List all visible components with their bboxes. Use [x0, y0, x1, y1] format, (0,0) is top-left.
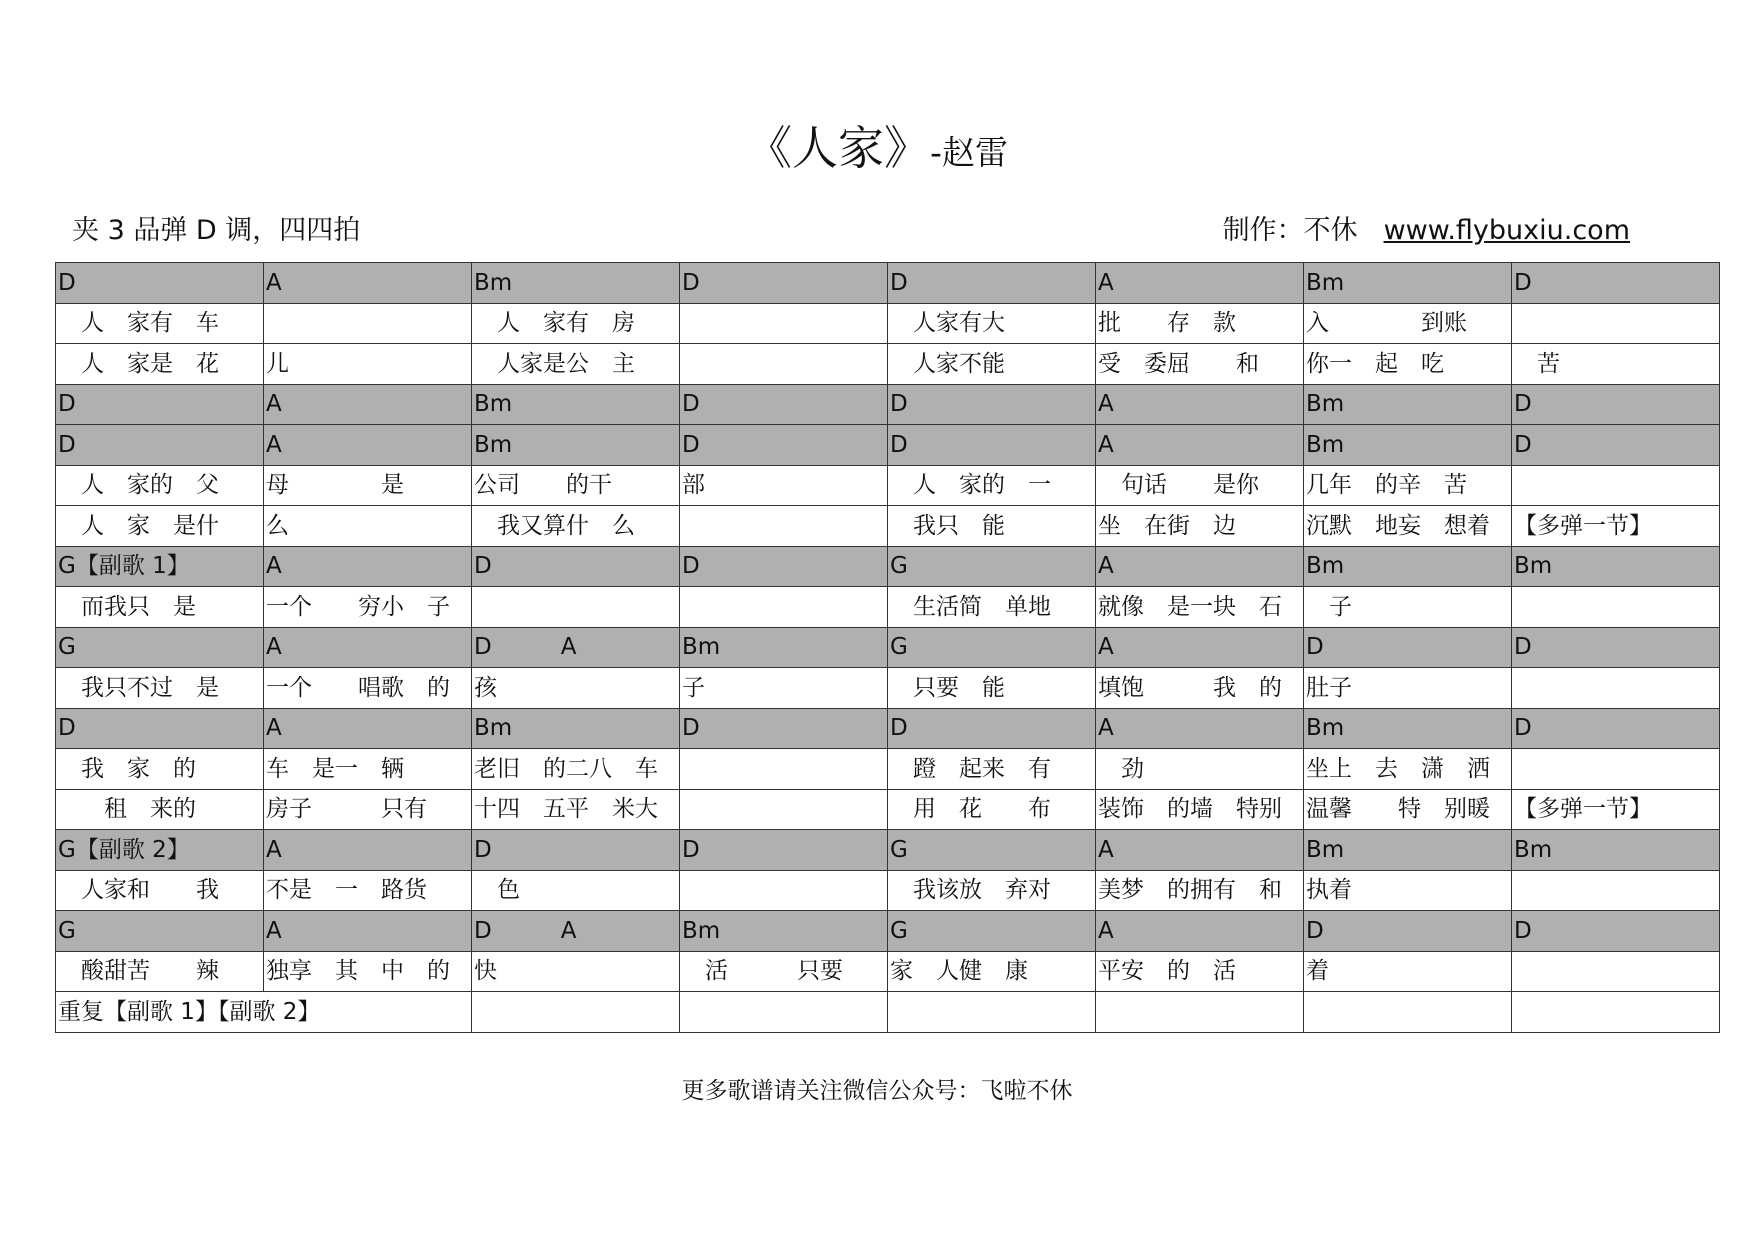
lyric-cell: 只要 能 — [888, 668, 1096, 709]
lyric-cell: 填饱 我 的 — [1096, 668, 1304, 709]
chord-cell: D — [680, 263, 888, 304]
chord-cell: D A — [472, 911, 680, 952]
lyric-cell: 【多弹一节】 — [1512, 789, 1720, 830]
chord-cell: G【副歌 1】 — [56, 546, 264, 587]
repeat-cell — [1304, 992, 1512, 1033]
chord-sheet-table — [55, 262, 1720, 1033]
lyric-cell: 子 — [1304, 587, 1512, 628]
lyric-cell: 几年 的辛 苦 — [1304, 465, 1512, 506]
lyric-cell: 美梦 的拥有 和 — [1096, 870, 1304, 911]
song-title: 《人家》 — [746, 121, 931, 175]
chord-row — [56, 830, 1720, 871]
lyric-cell: 子 — [680, 668, 888, 709]
lyric-cell: 部 — [680, 465, 888, 506]
lyric-cell — [680, 303, 888, 344]
chord-cell: A — [1096, 384, 1304, 425]
lyric-cell: 人家不能 — [888, 344, 1096, 385]
chord-row — [56, 911, 1720, 952]
chord-cell: A — [264, 546, 472, 587]
lyric-row — [56, 749, 1720, 790]
lyric-cell: 色 — [472, 870, 680, 911]
chord-cell: A — [264, 830, 472, 871]
lyric-row — [56, 344, 1720, 385]
chord-cell: Bm — [1304, 263, 1512, 304]
lyric-cell: 房子 只有 — [264, 789, 472, 830]
chord-cell: D — [888, 384, 1096, 425]
chord-cell: G — [888, 830, 1096, 871]
lyric-cell: 坐 在街 边 — [1096, 506, 1304, 547]
lyric-cell: 一个 穷小 子 — [264, 587, 472, 628]
chord-cell: Bm — [472, 384, 680, 425]
lyric-cell: 人 家的 父 — [56, 465, 264, 506]
chord-cell: A — [1096, 911, 1304, 952]
lyric-cell: 人家有大 — [888, 303, 1096, 344]
lyric-cell: 租 来的 — [56, 789, 264, 830]
lyric-row — [56, 303, 1720, 344]
chord-cell: G — [888, 546, 1096, 587]
lyric-cell — [1512, 749, 1720, 790]
chord-cell: D — [1512, 708, 1720, 749]
chord-cell: D — [56, 263, 264, 304]
lyric-cell — [1512, 303, 1720, 344]
chord-cell: D — [472, 830, 680, 871]
chord-cell: Bm — [1512, 830, 1720, 871]
chord-cell: D — [888, 708, 1096, 749]
chord-cell: G — [888, 911, 1096, 952]
lyric-cell: 家 人健 康 — [888, 951, 1096, 992]
repeat-cell — [472, 992, 680, 1033]
chord-cell: D — [56, 384, 264, 425]
lyric-cell — [1512, 587, 1720, 628]
chord-cell: Bm — [472, 708, 680, 749]
lyric-cell: 不是 一 路货 — [264, 870, 472, 911]
lyric-cell: 生活简 单地 — [888, 587, 1096, 628]
lyric-cell: 十四 五平 米大 — [472, 789, 680, 830]
lyric-cell: 人 家有 车 — [56, 303, 264, 344]
lyric-cell: 坐上 去 潇 洒 — [1304, 749, 1512, 790]
lyric-cell: 独享 其 中 的 — [264, 951, 472, 992]
chord-cell: D — [472, 546, 680, 587]
chord-cell: D — [1304, 627, 1512, 668]
lyric-cell — [680, 870, 888, 911]
lyric-cell: 人 家的 一 — [888, 465, 1096, 506]
chord-cell: A — [264, 263, 472, 304]
lyric-cell — [1512, 668, 1720, 709]
chord-cell: G【副歌 2】 — [56, 830, 264, 871]
lyric-cell: 车 是一 辆 — [264, 749, 472, 790]
chord-cell: D — [680, 546, 888, 587]
lyric-cell: 酸甜苦 辣 — [56, 951, 264, 992]
lyric-row — [56, 587, 1720, 628]
lyric-cell: 就像 是一块 石 — [1096, 587, 1304, 628]
chord-cell: Bm — [1304, 384, 1512, 425]
lyric-cell — [472, 587, 680, 628]
lyric-cell — [680, 344, 888, 385]
lyric-cell: 活 只要 — [680, 951, 888, 992]
lyric-cell: 人 家是 花 — [56, 344, 264, 385]
lyric-cell: 苦 — [1512, 344, 1720, 385]
chord-cell: Bm — [472, 263, 680, 304]
lyric-cell: 我 家 的 — [56, 749, 264, 790]
credit-block — [1223, 208, 1630, 247]
chord-cell: D — [888, 263, 1096, 304]
repeat-cell — [1096, 992, 1304, 1033]
chord-cell: D — [1512, 384, 1720, 425]
lyric-cell: 一个 唱歌 的 — [264, 668, 472, 709]
chord-cell: D — [1512, 627, 1720, 668]
lyric-cell: 入 到账 — [1304, 303, 1512, 344]
website-link[interactable]: www.flybuxiu.com — [1383, 215, 1630, 246]
chord-cell: A — [264, 708, 472, 749]
lyric-cell: 批 存 款 — [1096, 303, 1304, 344]
chord-cell: D — [56, 708, 264, 749]
chord-cell: D — [680, 708, 888, 749]
chord-cell: A — [1096, 425, 1304, 466]
repeat-cell: 重复【副歌 1】【副歌 2】 — [56, 992, 472, 1033]
lyric-cell: 肚子 — [1304, 668, 1512, 709]
song-title-block — [0, 112, 1754, 178]
chord-cell: A — [1096, 627, 1304, 668]
chord-row — [56, 546, 1720, 587]
chord-cell: A — [1096, 263, 1304, 304]
chord-cell: Bm — [1304, 708, 1512, 749]
chord-cell: D — [1512, 911, 1720, 952]
lyric-cell: 沉默 地妄 想着 — [1304, 506, 1512, 547]
lyric-cell: 快 — [472, 951, 680, 992]
footer-note: 更多歌谱请关注微信公众号：飞啦不休 — [681, 1078, 1073, 1104]
chord-cell: D — [680, 425, 888, 466]
chord-cell: A — [264, 911, 472, 952]
lyric-cell: 而我只 是 — [56, 587, 264, 628]
lyric-row — [56, 870, 1720, 911]
lyric-row — [56, 506, 1720, 547]
chord-cell: Bm — [1304, 425, 1512, 466]
lyric-cell: 温馨 特 别暖 — [1304, 789, 1512, 830]
lyric-cell: 执着 — [1304, 870, 1512, 911]
chord-cell: A — [1096, 546, 1304, 587]
key-info: 夹 3 品弹 D 调，四四拍 — [72, 215, 361, 246]
lyric-cell: 儿 — [264, 344, 472, 385]
chord-row — [56, 627, 1720, 668]
chord-cell: D — [1512, 425, 1720, 466]
lyric-cell: 【多弹一节】 — [1512, 506, 1720, 547]
lyric-cell — [1512, 870, 1720, 911]
lyric-cell: 受 委屈 和 — [1096, 344, 1304, 385]
chord-row — [56, 708, 1720, 749]
lyric-cell — [1512, 951, 1720, 992]
lyric-cell: 母 是 — [264, 465, 472, 506]
lyric-cell: 用 花 布 — [888, 789, 1096, 830]
lyric-cell: 句话 是你 — [1096, 465, 1304, 506]
chord-cell: D — [888, 425, 1096, 466]
lyric-row — [56, 668, 1720, 709]
lyric-row — [56, 465, 1720, 506]
lyric-cell — [680, 587, 888, 628]
chord-cell: D A — [472, 627, 680, 668]
lyric-cell: 老旧 的二八 车 — [472, 749, 680, 790]
chord-cell: D — [56, 425, 264, 466]
lyric-row — [56, 789, 1720, 830]
chord-row — [56, 425, 1720, 466]
lyric-cell: 你一 起 吃 — [1304, 344, 1512, 385]
lyric-cell: 着 — [1304, 951, 1512, 992]
chord-cell: G — [888, 627, 1096, 668]
song-artist: -赵雷 — [930, 133, 1008, 172]
lyric-cell: 装饰 的墙 特别 — [1096, 789, 1304, 830]
lyric-cell: 么 — [264, 506, 472, 547]
chord-cell: D — [1512, 263, 1720, 304]
lyric-cell: 人 家 是什 — [56, 506, 264, 547]
chord-cell: A — [1096, 830, 1304, 871]
chord-cell: A — [264, 384, 472, 425]
chord-cell: G — [56, 911, 264, 952]
repeat-cell — [888, 992, 1096, 1033]
chord-row — [56, 263, 1720, 304]
chord-cell: Bm — [472, 425, 680, 466]
chord-cell: Bm — [1304, 830, 1512, 871]
lyric-cell: 劲 — [1096, 749, 1304, 790]
lyric-cell — [680, 749, 888, 790]
chord-cell: Bm — [1304, 546, 1512, 587]
lyric-cell: 平安 的 活 — [1096, 951, 1304, 992]
chord-cell: D — [680, 384, 888, 425]
chord-cell: D — [680, 830, 888, 871]
lyric-cell: 人 家有 房 — [472, 303, 680, 344]
lyric-row — [56, 951, 1720, 992]
chord-row — [56, 384, 1720, 425]
lyric-cell: 人家是公 主 — [472, 344, 680, 385]
lyric-cell — [1512, 465, 1720, 506]
lyric-cell: 我只不过 是 — [56, 668, 264, 709]
lyric-cell: 我又算什 么 — [472, 506, 680, 547]
lyric-cell: 我只 能 — [888, 506, 1096, 547]
repeat-row — [56, 992, 1720, 1033]
lyric-cell: 公司 的干 — [472, 465, 680, 506]
chord-cell: A — [1096, 708, 1304, 749]
chord-cell: A — [264, 425, 472, 466]
lyric-cell — [264, 303, 472, 344]
chord-cell: Bm — [680, 627, 888, 668]
chord-cell: A — [264, 627, 472, 668]
lyric-cell: 蹬 起来 有 — [888, 749, 1096, 790]
lyric-cell: 人家和 我 — [56, 870, 264, 911]
lyric-cell — [680, 789, 888, 830]
chord-cell: G — [56, 627, 264, 668]
chord-cell: Bm — [680, 911, 888, 952]
credit: 制作：不休 — [1222, 215, 1358, 246]
repeat-cell — [1512, 992, 1720, 1033]
lyric-cell: 孩 — [472, 668, 680, 709]
repeat-cell — [680, 992, 888, 1033]
lyric-cell — [680, 506, 888, 547]
lyric-cell: 我该放 弃对 — [888, 870, 1096, 911]
chord-cell: Bm — [1512, 546, 1720, 587]
chord-cell: D — [1304, 911, 1512, 952]
